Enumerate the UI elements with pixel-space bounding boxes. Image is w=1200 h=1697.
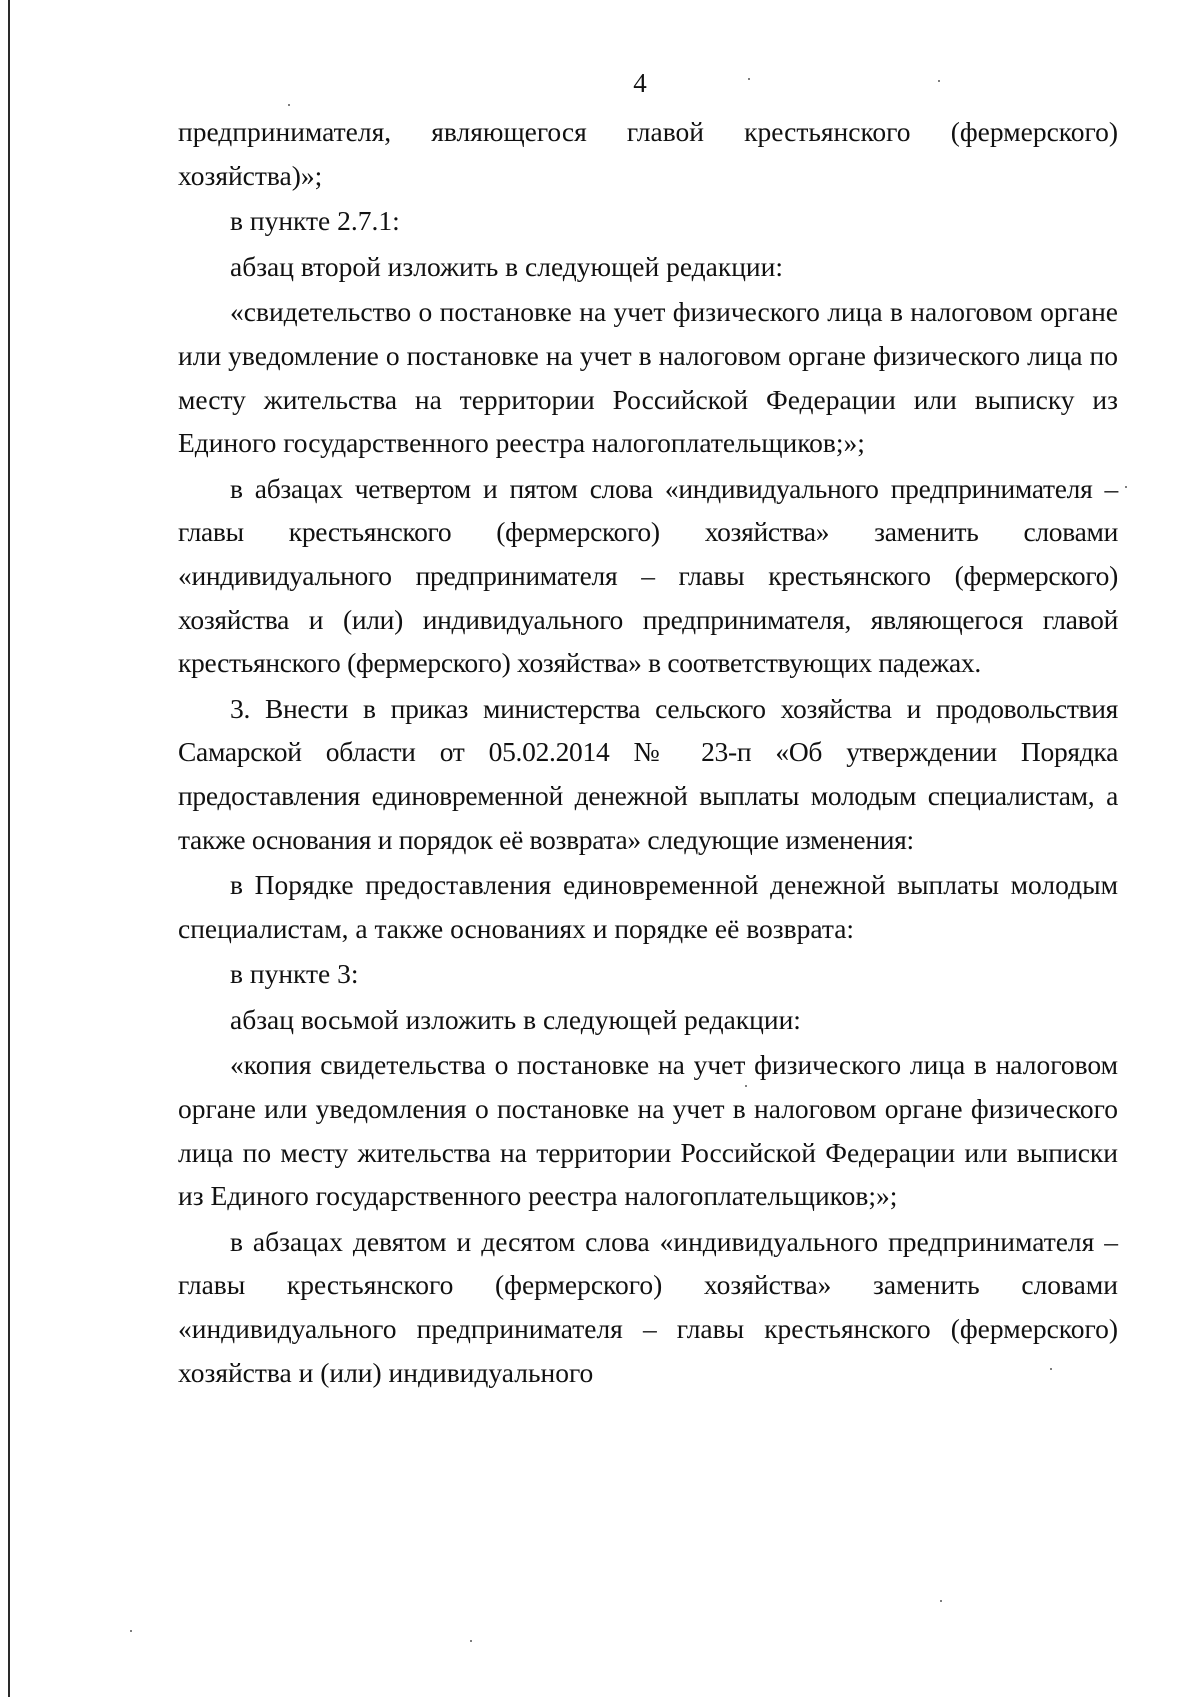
- scan-speck: [745, 1085, 747, 1087]
- scan-speck: [288, 104, 290, 106]
- paragraph-1: предпринимателя, являющегося главой крестьянского (фермерского) хозяйства)»;: [178, 116, 1118, 191]
- scan-speck: [1125, 486, 1127, 488]
- scan-speck: [938, 80, 940, 82]
- paragraph-2: в пункте 2.7.1:: [230, 205, 400, 237]
- paragraph-10: «копия свидетельства о постановке на учет физического лица в налоговом органе или уведомления о постановке на учет в налоговом органе физического лица по месту жительства на территории Российской Федерации или выписки из Единого государственного реестра налогоплательщиков;»;: [178, 1049, 1118, 1212]
- scan-speck: [1050, 1368, 1052, 1370]
- document-body: [178, 110, 1118, 1394]
- paragraph-6: 3. Внести в приказ министерства сельского хозяйства и продовольствия Самарской области от 05.02.2014 № 23-п «Об утверждении Порядка предоставления единовременной денежной выплаты молодым специалистам, а также основания и порядок её возврата» следующие изменения:: [178, 692, 1118, 855]
- paragraph-9: абзац восьмой изложить в следующей редакции:: [230, 1003, 801, 1035]
- paragraph-8: в пункте 3:: [230, 958, 359, 990]
- scan-speck: [470, 1640, 472, 1642]
- scan-speck: [748, 78, 750, 80]
- paragraph-3: абзац второй изложить в следующей редакции:: [230, 250, 784, 282]
- page-edge-line: [8, 0, 10, 1697]
- paragraph-7: в Порядке предоставления единовременной денежной выплаты молодым специалистам, а также основаниях и порядке её возврата:: [178, 869, 1118, 944]
- paragraph-11: в абзацах девятом и десятом слова «индивидуального предпринимателя – главы крестьянского (фермерского) хозяйства» заменить словами «индивидуального предпринимателя – главы крестьянского (фермерского) хозяйства и (или) индивидуального: [178, 1225, 1118, 1388]
- paragraph-5: в абзацах четвертом и пятом слова «индивидуального предпринимателя – главы крестьянского (фермерского) хозяйства» заменить словами «индивидуального предпринимателя – главы крестьянского (фермерского) хозяйства и (или) индивидуального предпринимателя, являющегося главой крестьянского (фермерского) хозяйства» в соответствующих падежах.: [178, 472, 1118, 679]
- page-number: 4: [633, 68, 647, 98]
- paragraph-4: «свидетельство о постановке на учет физического лица в налоговом органе или уведомление о постановке на учет в налоговом органе физического лица по месту жительства на территории Российской Федерации или выписку из Единого государственного реестра налогоплательщиков;»;: [178, 296, 1118, 459]
- scan-speck: [130, 1630, 132, 1632]
- scan-speck: [940, 1600, 942, 1602]
